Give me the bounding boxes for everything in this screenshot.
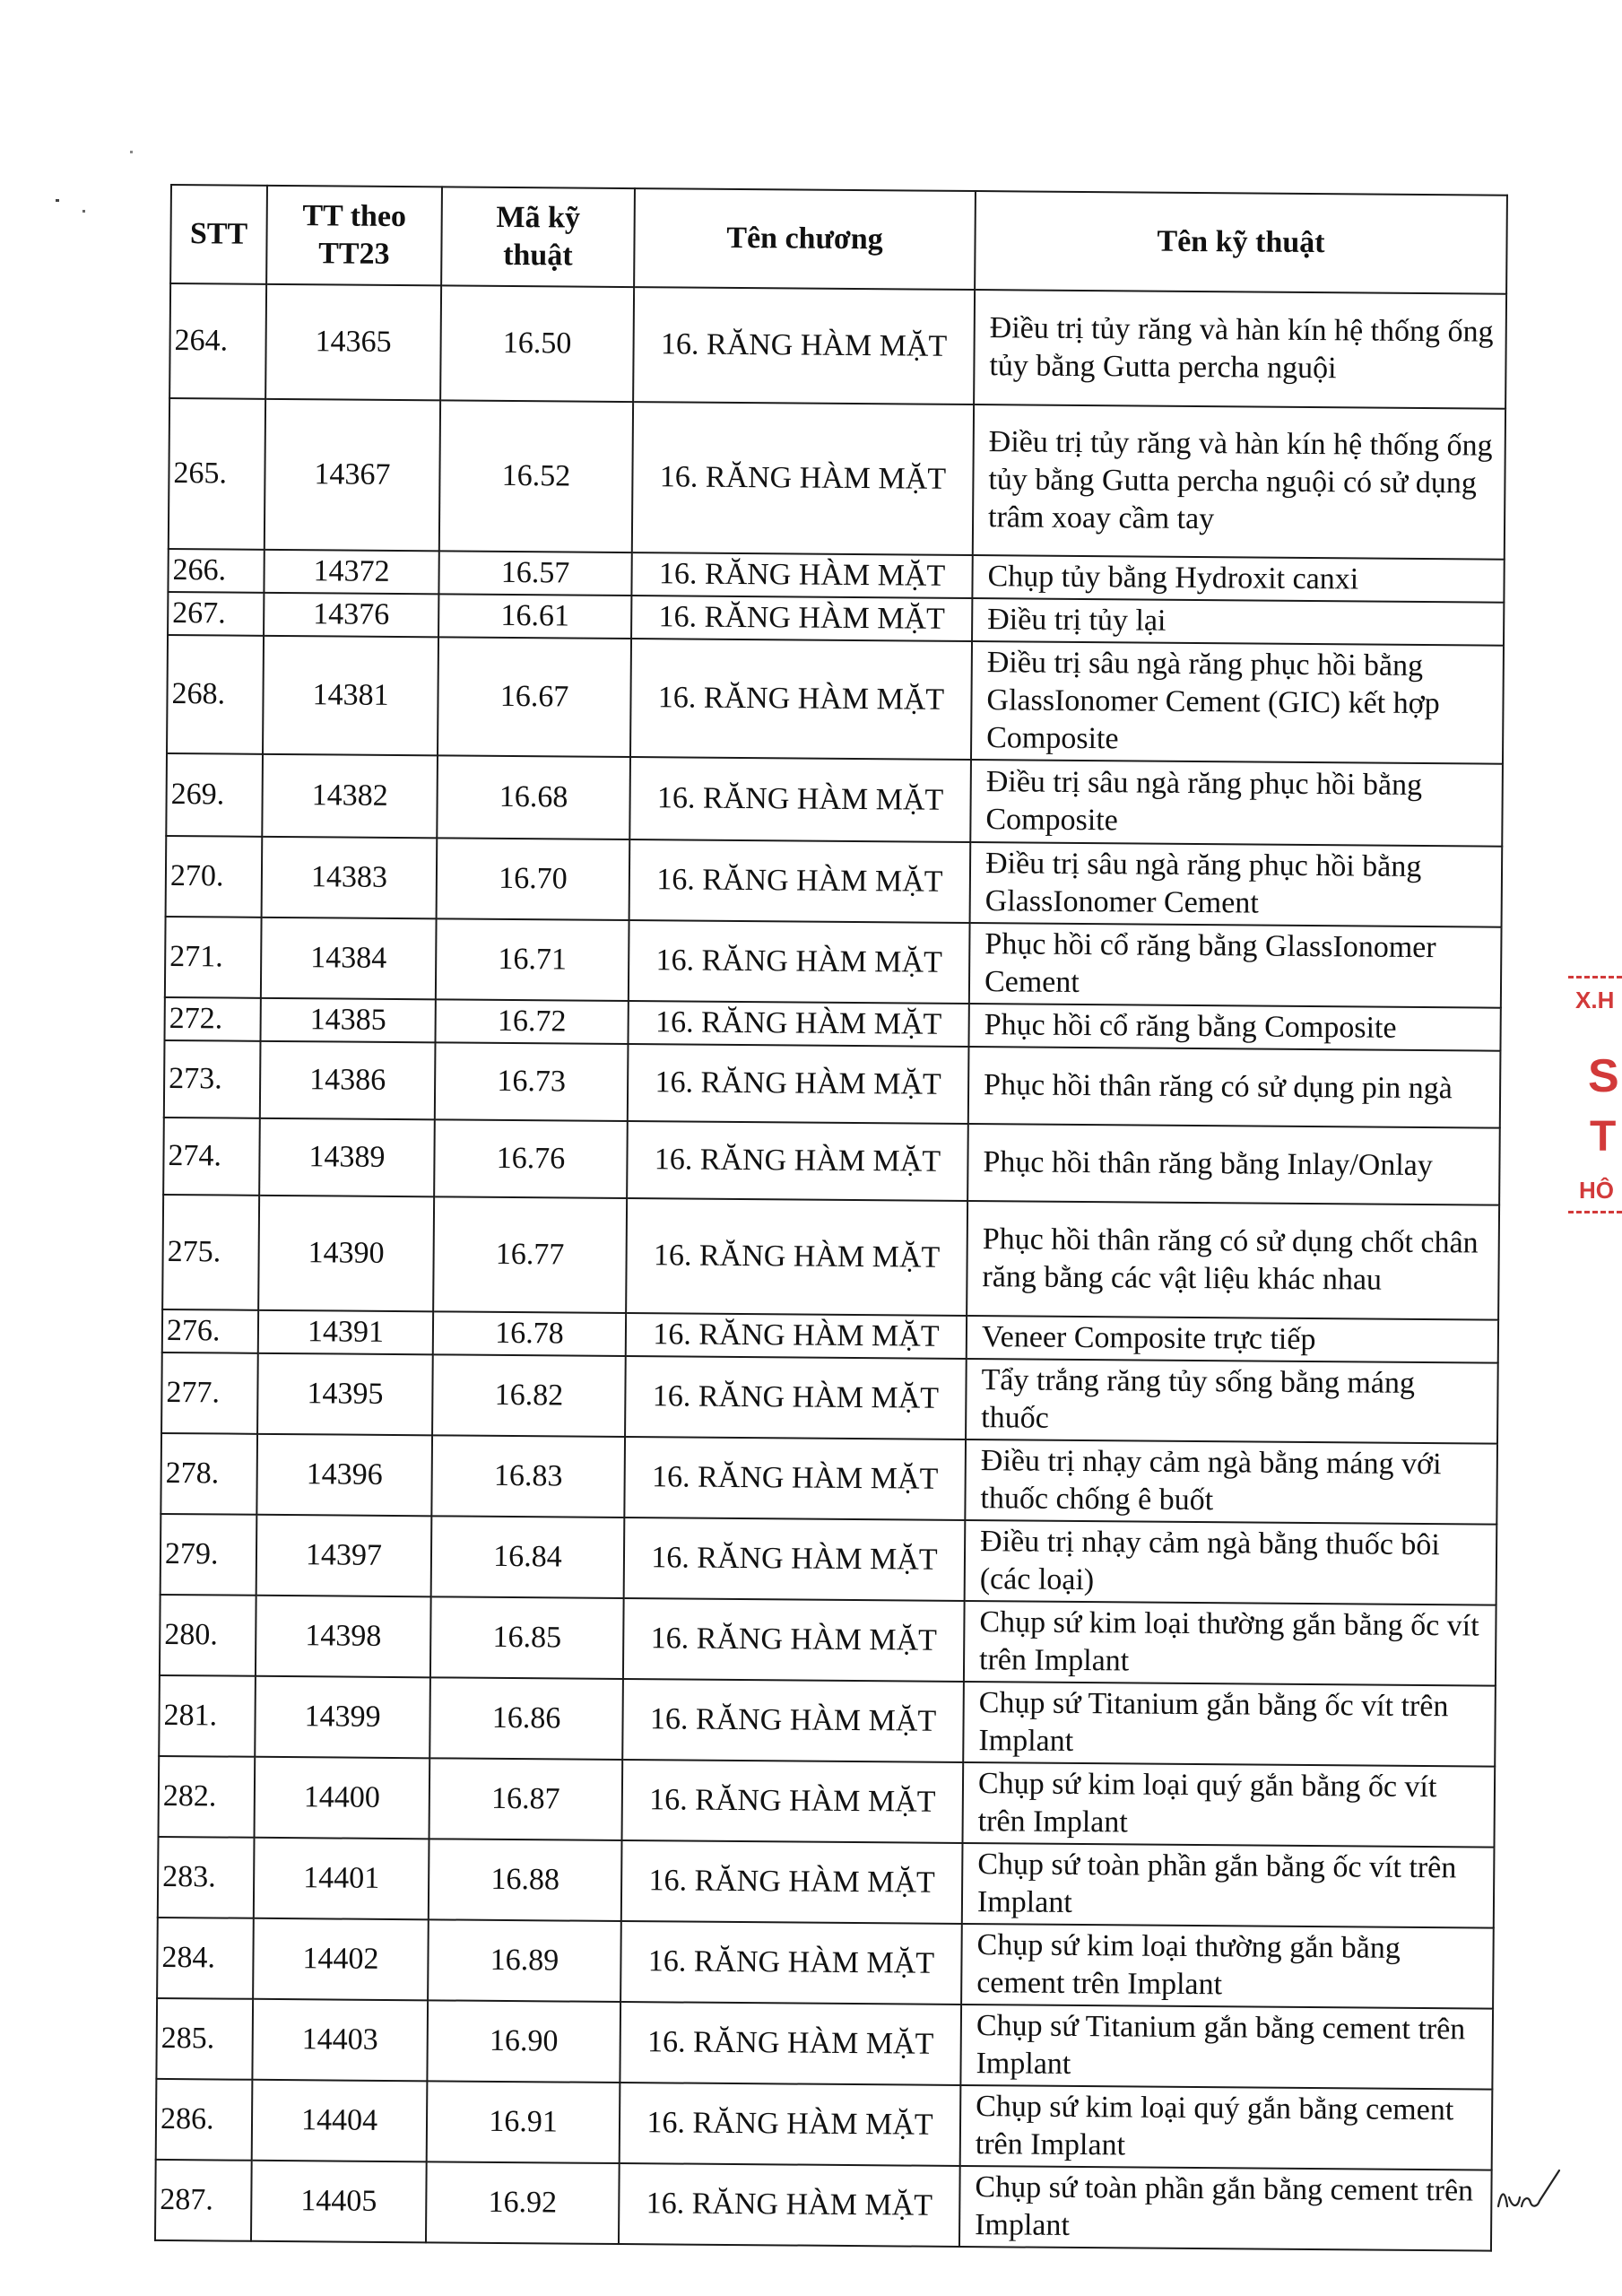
row-stt: 272. xyxy=(164,997,260,1041)
row-ten-ky-thuat: Điều trị tủy răng và hàn kín hệ thống ống tủy bằng Gutta percha nguội xyxy=(974,290,1506,409)
row-ma-ky-thuat: 16.92 xyxy=(426,2161,620,2244)
row-ma-ky-thuat: 16.71 xyxy=(436,918,629,1001)
stamp-text-4: HÔ xyxy=(1579,1177,1614,1204)
row-tt-theo-tt23: 14403 xyxy=(252,1999,428,2082)
row-stt: 269. xyxy=(166,753,263,837)
table-row xyxy=(162,1195,1499,1320)
row-ten-ky-thuat: Chụp sứ kim loại quý gắn bằng cement trên Implant xyxy=(960,2085,1493,2170)
row-ten-ky-thuat: Chụp sứ kim loại thường gắn bằng cement trên Implant xyxy=(961,1924,1494,2009)
row-tt-theo-tt23: 14397 xyxy=(256,1515,432,1597)
row-ten-ky-thuat: Chụp sứ Titanium gắn bằng ốc vít trên Implant xyxy=(963,1682,1496,1767)
row-ma-ky-thuat: 16.73 xyxy=(435,1042,629,1121)
row-ma-ky-thuat: 16.57 xyxy=(438,551,631,596)
header-ten-chuong: Tên chương xyxy=(634,188,976,290)
row-stt: 268. xyxy=(167,635,264,754)
header-ma-line1: Mã kỹ xyxy=(496,200,581,235)
table-row xyxy=(163,1118,1500,1205)
row-ten-ky-thuat: Chụp sứ toàn phần gắn bằng cement trên Implant xyxy=(959,2166,1492,2251)
row-tt-theo-tt23: 14395 xyxy=(257,1353,433,1436)
row-ma-ky-thuat: 16.70 xyxy=(437,838,630,920)
header-ten-ky-thuat: Tên kỹ thuật xyxy=(975,191,1507,294)
row-ma-ky-thuat: 16.76 xyxy=(434,1119,628,1198)
row-ma-ky-thuat: 16.85 xyxy=(430,1596,624,1679)
header-tt-theo-tt23 xyxy=(266,186,442,286)
table-row xyxy=(159,1756,1496,1848)
row-ten-ky-thuat: Điều trị tủy răng và hàn kín hệ thống ống tủy bằng Gutta percha nguội có sử dụng trâm xoay cầm tay xyxy=(973,404,1505,560)
table-row xyxy=(160,1514,1497,1605)
table-row xyxy=(160,1433,1497,1525)
row-ten-chuong: 16. RĂNG HÀM MẶT xyxy=(631,596,972,641)
row-ten-chuong: 16. RĂNG HÀM MẶT xyxy=(625,1356,967,1439)
table-row xyxy=(159,1675,1496,1767)
row-ten-ky-thuat: Điều trị nhạy cảm ngà bằng thuốc bôi (các loại) xyxy=(965,1520,1497,1605)
table-row xyxy=(164,1040,1501,1128)
row-ten-ky-thuat: Chụp sứ kim loại quý gắn bằng ốc vít trên Implant xyxy=(962,1762,1495,1848)
row-ten-chuong: 16. RĂNG HÀM MẶT xyxy=(620,2002,961,2085)
row-tt-theo-tt23: 14367 xyxy=(265,399,440,552)
row-ten-ky-thuat: Chụp sứ Titanium gắn bằng cement trên Implant xyxy=(960,2005,1493,2090)
row-ten-chuong: 16. RĂNG HÀM MẶT xyxy=(628,1044,969,1124)
row-ten-ky-thuat: Chụp tủy bằng Hydroxit canxi xyxy=(972,555,1504,603)
row-stt: 271. xyxy=(165,917,262,998)
row-stt: 287. xyxy=(155,2160,252,2241)
header-ma-line2: thuật xyxy=(503,238,573,273)
row-stt: 277. xyxy=(161,1352,258,1434)
row-tt-theo-tt23: 14390 xyxy=(258,1196,434,1312)
table-row xyxy=(169,398,1505,560)
row-ten-chuong: 16. RĂNG HÀM MẶT xyxy=(622,1760,964,1843)
scan-speck xyxy=(130,151,133,153)
row-ten-chuong: 16. RĂNG HÀM MẶT xyxy=(627,1121,968,1201)
row-tt-theo-tt23: 14381 xyxy=(263,636,438,756)
row-ten-chuong: 16. RĂNG HÀM MẶT xyxy=(626,1313,967,1359)
row-ten-ky-thuat: Điều trị tủy lại xyxy=(972,598,1504,646)
row-tt-theo-tt23: 14400 xyxy=(255,1757,430,1839)
row-tt-theo-tt23: 14404 xyxy=(252,2080,428,2162)
row-ma-ky-thuat: 16.86 xyxy=(429,1677,623,1760)
row-ma-ky-thuat: 16.83 xyxy=(431,1435,625,1518)
row-tt-theo-tt23: 14382 xyxy=(262,754,438,839)
row-ma-ky-thuat: 16.77 xyxy=(433,1196,627,1313)
row-ten-chuong: 16. RĂNG HÀM MẶT xyxy=(632,402,974,555)
row-stt: 286. xyxy=(156,2079,253,2161)
row-ten-chuong: 16. RĂNG HÀM MẶT xyxy=(619,2163,960,2247)
row-stt: 284. xyxy=(157,1918,254,1999)
row-ma-ky-thuat: 16.50 xyxy=(440,285,634,402)
row-ten-ky-thuat: Phục hồi thân răng có sử dụng chốt chân răng bằng các vật liệu khác nhau xyxy=(967,1201,1499,1320)
row-stt: 280. xyxy=(160,1595,256,1676)
row-tt-theo-tt23: 14391 xyxy=(258,1310,433,1355)
row-ma-ky-thuat: 16.88 xyxy=(429,1839,622,1921)
stamp-dash-bottom xyxy=(1568,1211,1622,1213)
row-ma-ky-thuat: 16.89 xyxy=(428,1919,621,2002)
row-ma-ky-thuat: 16.61 xyxy=(438,594,631,639)
red-stamp-fragment xyxy=(1568,969,1622,1238)
row-ma-ky-thuat: 16.78 xyxy=(433,1311,626,1356)
row-ten-chuong: 16. RĂNG HÀM MẶT xyxy=(629,839,971,923)
header-tt-line2: TT23 xyxy=(318,237,390,271)
row-ten-chuong: 16. RĂNG HÀM MẶT xyxy=(626,1198,967,1316)
table-row xyxy=(161,1352,1498,1444)
stamp-text-3: T xyxy=(1590,1113,1617,1161)
row-tt-theo-tt23: 14399 xyxy=(255,1676,430,1759)
row-ten-chuong: 16. RĂNG HÀM MẶT xyxy=(630,639,972,760)
row-stt: 279. xyxy=(160,1514,257,1596)
table-row xyxy=(156,2079,1493,2170)
row-ten-ky-thuat: Tẩy trắng răng tủy sống bằng máng thuốc xyxy=(966,1359,1498,1444)
row-stt: 283. xyxy=(158,1837,255,1918)
row-ten-chuong: 16. RĂNG HÀM MẶT xyxy=(624,1437,966,1520)
table-row xyxy=(158,1837,1495,1928)
row-ten-ky-thuat: Phục hồi thân răng bằng Inlay/Onlay xyxy=(967,1124,1500,1205)
row-ma-ky-thuat: 16.52 xyxy=(439,400,633,552)
row-stt: 266. xyxy=(168,549,264,593)
scan-speck xyxy=(56,199,59,202)
row-stt: 273. xyxy=(164,1040,261,1118)
row-ten-ky-thuat: Chụp sứ kim loại thường gắn bằng ốc vít trên Implant xyxy=(964,1601,1496,1686)
stamp-dash-top xyxy=(1568,976,1622,978)
row-tt-theo-tt23: 14376 xyxy=(264,593,438,638)
row-ten-chuong: 16. RĂNG HÀM MẶT xyxy=(622,1679,964,1762)
row-tt-theo-tt23: 14384 xyxy=(261,918,437,1000)
row-ten-chuong: 16. RĂNG HÀM MẶT xyxy=(621,1840,963,1924)
row-ma-ky-thuat: 16.87 xyxy=(429,1758,623,1840)
row-tt-theo-tt23: 14386 xyxy=(260,1041,436,1120)
table-row xyxy=(160,1595,1496,1686)
row-stt: 264. xyxy=(169,283,266,399)
row-stt: 276. xyxy=(162,1309,258,1353)
row-ten-chuong: 16. RĂNG HÀM MẶT xyxy=(629,757,971,842)
row-ma-ky-thuat: 16.72 xyxy=(435,999,628,1044)
row-stt: 265. xyxy=(169,398,265,550)
row-ten-chuong: 16. RĂNG HÀM MẶT xyxy=(633,287,975,404)
row-stt: 278. xyxy=(160,1433,257,1515)
row-tt-theo-tt23: 14398 xyxy=(256,1596,431,1678)
row-ten-chuong: 16. RĂNG HÀM MẶT xyxy=(631,552,972,598)
row-ma-ky-thuat: 16.68 xyxy=(437,755,630,839)
row-stt: 282. xyxy=(159,1756,256,1838)
row-ten-ky-thuat: Điều trị sâu ngà răng phục hồi bằng Composite xyxy=(970,760,1503,847)
row-stt: 267. xyxy=(168,592,264,636)
table-header-row xyxy=(170,185,1507,294)
row-tt-theo-tt23: 14385 xyxy=(260,998,435,1043)
row-stt: 281. xyxy=(159,1675,256,1757)
row-ten-chuong: 16. RĂNG HÀM MẶT xyxy=(623,1598,965,1682)
row-ten-ky-thuat: Phục hồi thân răng có sử dụng pin ngà xyxy=(968,1047,1501,1128)
row-ten-ky-thuat: Điều trị sâu ngà răng phục hồi bằng GlassIonomer Cement xyxy=(970,842,1503,927)
table-row xyxy=(166,836,1503,927)
row-ten-ky-thuat: Phục hồi cổ răng bằng Composite xyxy=(968,1004,1500,1051)
header-stt: STT xyxy=(170,185,267,284)
row-stt: 274. xyxy=(163,1118,260,1196)
row-ten-ky-thuat: Veneer Composite trực tiếp xyxy=(967,1316,1498,1363)
row-tt-theo-tt23: 14402 xyxy=(253,1918,429,2001)
header-tt-line1: TT theo xyxy=(302,199,407,234)
procedures-table xyxy=(154,184,1508,2252)
row-ten-ky-thuat: Điều trị sâu ngà răng phục hồi bằng GlassIonomer Cement (GIC) kết hợp Composite xyxy=(971,641,1504,764)
header-ma-ky-thuat xyxy=(441,187,635,287)
stamp-text-2: S xyxy=(1588,1050,1619,1102)
row-ma-ky-thuat: 16.91 xyxy=(427,2081,620,2163)
row-tt-theo-tt23: 14365 xyxy=(265,284,441,401)
row-ten-ky-thuat: Điều trị nhạy cảm ngà bằng máng với thuốc chống ê buốt xyxy=(965,1439,1497,1525)
row-tt-theo-tt23: 14383 xyxy=(262,837,438,919)
table-body xyxy=(155,283,1506,2251)
row-tt-theo-tt23: 14389 xyxy=(259,1118,435,1197)
signature-initial xyxy=(1493,2161,1565,2215)
scan-speck xyxy=(82,210,85,213)
row-ma-ky-thuat: 16.90 xyxy=(427,2000,620,2083)
row-ten-ky-thuat: Chụp sứ toàn phần gắn bằng ốc vít trên Implant xyxy=(962,1843,1495,1928)
row-stt: 285. xyxy=(156,1998,253,2080)
row-ten-chuong: 16. RĂNG HÀM MẶT xyxy=(628,1001,968,1047)
row-tt-theo-tt23: 14401 xyxy=(254,1838,429,1920)
row-tt-theo-tt23: 14405 xyxy=(251,2161,427,2243)
row-tt-theo-tt23: 14396 xyxy=(256,1434,432,1517)
table-row xyxy=(157,1918,1494,2009)
row-tt-theo-tt23: 14372 xyxy=(264,550,438,595)
table-row xyxy=(165,917,1502,1008)
row-ten-chuong: 16. RĂNG HÀM MẶT xyxy=(624,1518,966,1601)
row-ma-ky-thuat: 16.67 xyxy=(438,637,631,757)
table-row xyxy=(155,2160,1492,2251)
table-row xyxy=(169,283,1506,409)
row-ten-chuong: 16. RĂNG HÀM MẶT xyxy=(629,920,970,1004)
table-row xyxy=(156,1998,1493,2090)
row-ten-chuong: 16. RĂNG HÀM MẶT xyxy=(620,1921,962,2005)
row-ten-chuong: 16. RĂNG HÀM MẶT xyxy=(620,2083,961,2166)
row-stt: 275. xyxy=(162,1195,259,1310)
row-ten-ky-thuat: Phục hồi cổ răng bằng GlassIonomer Cement xyxy=(969,923,1502,1008)
table-row xyxy=(166,753,1503,847)
table-row xyxy=(167,635,1504,764)
row-ma-ky-thuat: 16.84 xyxy=(431,1516,625,1598)
row-stt: 270. xyxy=(166,836,263,918)
stamp-text-1: X.H xyxy=(1575,987,1615,1013)
row-ma-ky-thuat: 16.82 xyxy=(432,1354,626,1437)
